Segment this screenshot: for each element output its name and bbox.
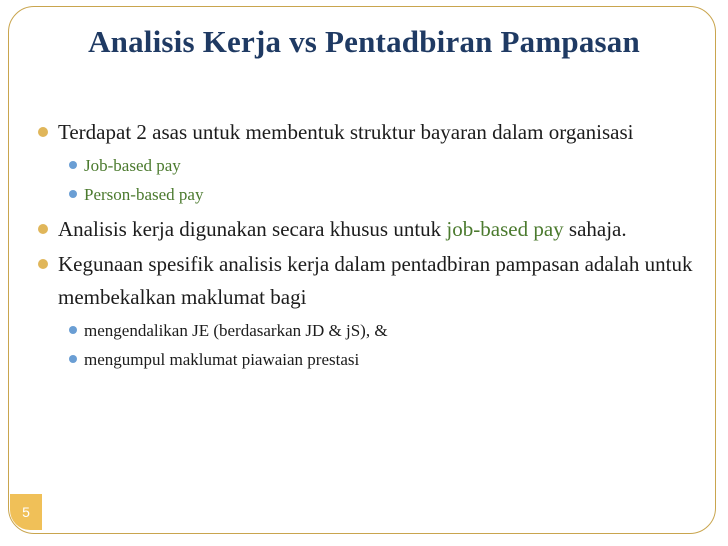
- bullet-level1: [38, 248, 698, 314]
- bullet-dot-icon: [69, 161, 77, 169]
- bullet-dot-icon: [69, 326, 77, 334]
- bullet-level2: [38, 345, 698, 374]
- bullet-level2: [38, 180, 698, 209]
- bullet-text: mengumpul maklumat piawaian prestasi: [84, 350, 360, 369]
- bullet-text: mengendalikan JE (berdasarkan JD & jS), &: [84, 321, 388, 340]
- slide-content: [38, 116, 698, 374]
- bullet-text: Person-based pay: [84, 185, 204, 204]
- bullet-text: Terdapat 2 asas untuk membentuk struktur bayaran dalam organisasi: [58, 120, 634, 144]
- bullet-dot-icon: [38, 224, 48, 234]
- bullet-text: Kegunaan spesifik analisis kerja dalam pentadbiran pampasan adalah untuk membekalkan maklumat bagi: [58, 252, 693, 309]
- page-number: 5: [10, 494, 42, 530]
- bullet-dot-icon: [69, 355, 77, 363]
- bullet-text: Job-based pay: [84, 156, 181, 175]
- bullet-text-before: Analisis kerja digunakan secara khusus untuk: [58, 217, 447, 241]
- bullet-level2: [38, 316, 698, 345]
- slide-title: Analisis Kerja vs Pentadbiran Pampasan: [88, 24, 640, 59]
- bullet-highlight: job-based pay: [446, 217, 564, 241]
- bullet-level2: [38, 151, 698, 180]
- bullet-level1: [38, 116, 698, 149]
- bullet-level1: [38, 213, 698, 246]
- bullet-dot-icon: [38, 127, 48, 137]
- bullet-dot-icon: [38, 259, 48, 269]
- bullet-dot-icon: [69, 190, 77, 198]
- bullet-text-after: sahaja.: [563, 217, 627, 241]
